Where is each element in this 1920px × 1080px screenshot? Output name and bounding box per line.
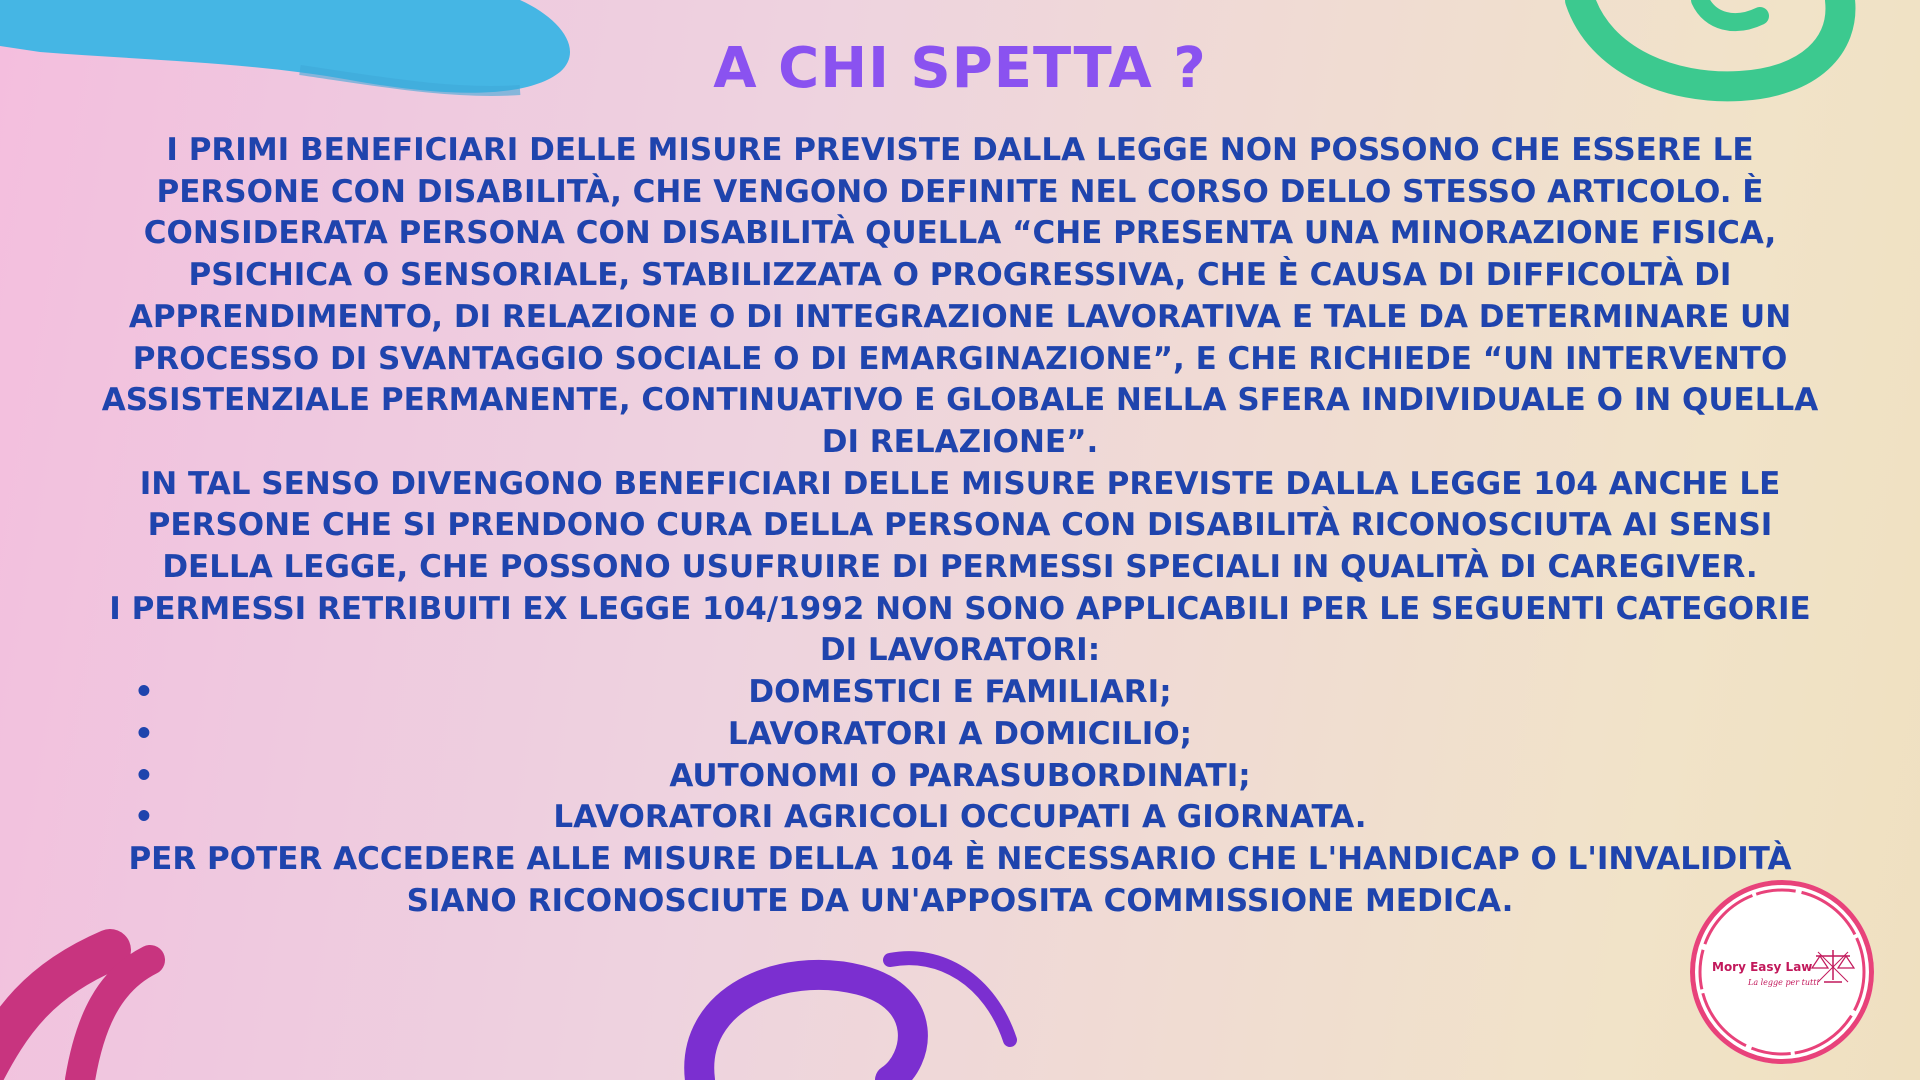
paragraph-commission: PER POTER ACCEDERE ALLE MISURE DELLA 104 È NECESSARIO CHE L'HANDICAP O L'INVALIDITÀ SIANO RICONOSCIUTE DA UN'APPOSITA COMMISSIONE MEDICA.	[128, 840, 1792, 919]
logo-tagline: La legge per tutti	[1748, 978, 1820, 987]
paragraph-caregiver: IN TAL SENSO DIVENGONO BENEFICIARI DELLE MISURE PREVISTE DALLA LEGGE 104 ANCHE LE PERSONE CHE SI PRENDONO CURA DELLA PERSONA CON DISABILITÀ RICONOSCIUTA AI SENSI DELLA LEGGE, CHE POSSONO USUFRUIRE DI PERMESSI SPECIALI IN QUALITÀ DI CAREGIVER.	[139, 465, 1781, 586]
list-item-text: DOMESTICI E FAMILIARI;	[748, 674, 1172, 711]
purple-swirl-stroke	[660, 940, 1040, 1080]
list-item	[100, 756, 1820, 798]
list-item-text: LAVORATORI A DOMICILIO;	[727, 715, 1193, 752]
body-text	[100, 130, 1820, 922]
bullet-icon: •	[134, 757, 154, 794]
bullet-icon: •	[134, 715, 154, 752]
list-item-text: AUTONOMI O PARASUBORDINATI;	[669, 757, 1251, 794]
scales-of-justice-icon	[1810, 946, 1856, 986]
brand-logo	[1690, 880, 1874, 1064]
magenta-brush-stroke	[0, 900, 180, 1080]
list-item	[100, 797, 1820, 839]
list-item	[100, 672, 1820, 714]
logo-name: Mory Easy Law	[1712, 960, 1813, 974]
bullet-icon: •	[134, 799, 154, 836]
paragraph-exclusions: I PERMESSI RETRIBUITI EX LEGGE 104/1992 NON SONO APPLICABILI PER LE SEGUENTI CATEGORIE DI LAVORATORI:	[109, 590, 1811, 669]
page-title: A CHI SPETTA ?	[713, 36, 1207, 101]
paragraph-beneficiaries: I PRIMI BENEFICIARI DELLE MISURE PREVISTE DALLA LEGGE NON POSSONO CHE ESSERE LE PERSONE CON DISABILITÀ, CHE VENGONO DEFINITE NEL CORSO DELLO STESSO ARTICOLO. È CONSIDERATA PERSONA CON DISABILITÀ QUELLA “CHE PRESENTA UNA MINORAZIONE FISICA, PSICHICA O SENSORIALE, STABILIZZATA O PROGRESSIVA, CHE È CAUSA DI DIFFICOLTÀ DI APPRENDIMENTO, DI RELAZIONE O DI INTEGRAZIONE LAVORATIVA E TALE DA DETERMINARE UN PROCESSO DI SVANTAGGIO SOCIALE O DI EMARGINAZIONE”, E CHE RICHIEDE “UN INTERVENTO ASSISTENZIALE PERMANENTE, CONTINUATIVO E GLOBALE NELLA SFERA INDIVIDUALE O IN QUELLA DI RELAZIONE”.	[101, 132, 1819, 460]
list-item-text: LAVORATORI AGRICOLI OCCUPATI A GIORNATA.	[553, 799, 1367, 836]
list-item	[100, 714, 1820, 756]
excluded-workers-list	[100, 672, 1820, 839]
bullet-icon: •	[134, 674, 154, 711]
